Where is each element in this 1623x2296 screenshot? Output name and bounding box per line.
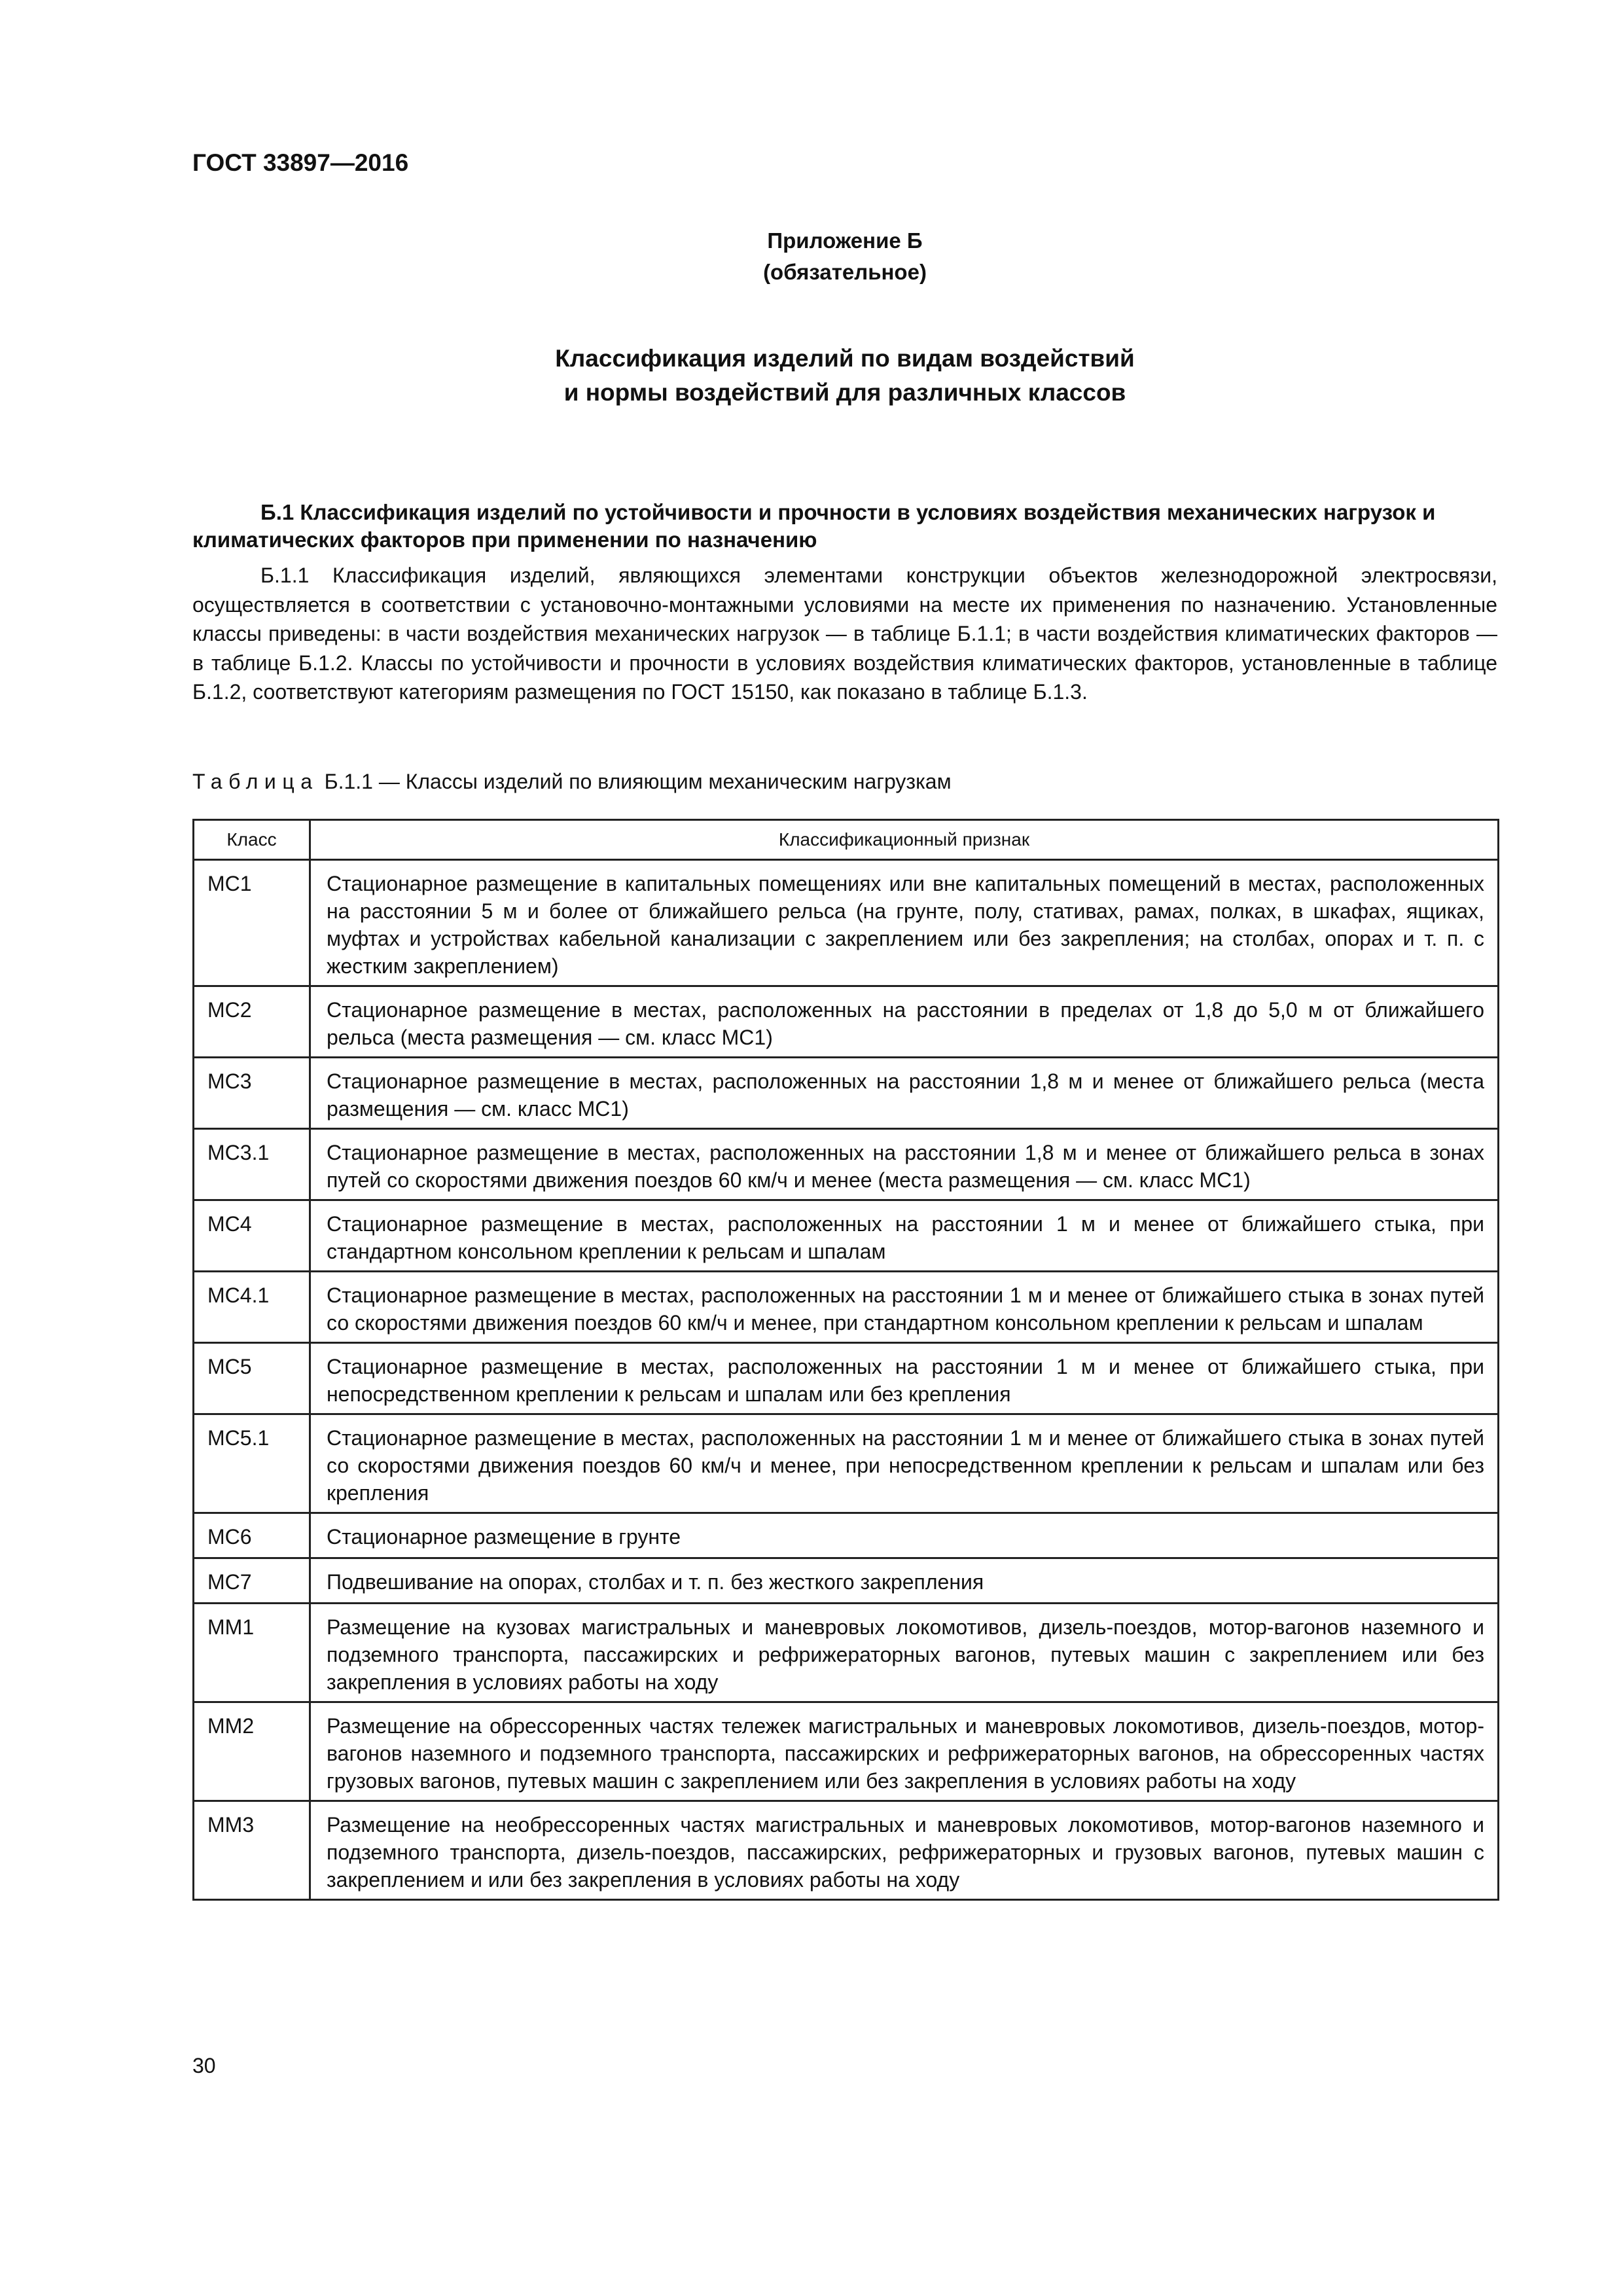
class-cell: МС3: [194, 1058, 310, 1129]
appendix-status: (обязательное): [763, 260, 927, 284]
table-row: [194, 1513, 1499, 1558]
feature-cell: Размещение на обрессоренных частях тележек магистральных и маневровых локомотивов, дизель-поездов, мотор-вагонов наземного и подземного транспорта, пассажирских и рефрижераторных вагонов, на обрессоренных частях грузовых вагонов, путевых машин с закреплением или без закрепления в условиях работы на ходу: [310, 1702, 1499, 1801]
class-cell: ММ1: [194, 1604, 310, 1702]
table-row: [194, 1414, 1499, 1513]
class-cell: МС7: [194, 1558, 310, 1604]
class-cell: МС6: [194, 1513, 310, 1558]
table-row: [194, 1604, 1499, 1702]
column-header-feature: Классификационный признак: [310, 820, 1499, 860]
table-row: [194, 986, 1499, 1058]
feature-cell: Стационарное размещение в капитальных помещениях или вне капитальных помещений в местах, расположенных на расстоянии 5 м и более от ближайшего рельса (на грунте, полу, стативах, рамах, полках, в шкафах, ящиках, муфтах и устройствах кабельной канализации с закреплением или без закрепления; на столбах, опорах и т. п. с жестким закреплением): [310, 860, 1499, 986]
table-row: [194, 1200, 1499, 1272]
table-row: [194, 1343, 1499, 1414]
table-caption-text: Б.1.1 — Классы изделий по влияющим механическим нагрузкам: [324, 770, 952, 793]
feature-cell: Стационарное размещение в местах, расположенных на расстоянии в пределах от 1,8 до 5,0 м от ближайшего рельса (места размещения — см. класс МС1): [310, 986, 1499, 1058]
table-row: [194, 1702, 1499, 1801]
feature-cell: Стационарное размещение в местах, расположенных на расстоянии 1,8 м и менее от ближайшего рельса в зонах путей со скоростями движения поездов 60 км/ч и менее (места размещения — см. класс МС1): [310, 1129, 1499, 1200]
class-cell: МС3.1: [194, 1129, 310, 1200]
appendix-label: [192, 225, 1497, 288]
class-cell: МС4.1: [194, 1272, 310, 1343]
class-cell: МС1: [194, 860, 310, 986]
table-row: [194, 1801, 1499, 1900]
table-row: [194, 1058, 1499, 1129]
class-cell: МС5: [194, 1343, 310, 1414]
feature-cell: Стационарное размещение в местах, расположенных на расстоянии 1 м и менее от ближайшего стыка в зонах путей со скоростями движения поездов 60 км/ч и менее, при непосредственном креплении к рельсам и шпалам или без крепления: [310, 1414, 1499, 1513]
classes-table-container: [192, 819, 1497, 1901]
feature-cell: Стационарное размещение в местах, расположенных на расстоянии 1,8 м и менее от ближайшего рельса (места размещения — см. класс МС1): [310, 1058, 1499, 1129]
table-header-row: [194, 820, 1499, 860]
feature-cell: Стационарное размещение в грунте: [310, 1513, 1499, 1558]
document-code: ГОСТ 33897—2016: [192, 149, 409, 176]
class-cell: МС4: [194, 1200, 310, 1272]
feature-cell: Стационарное размещение в местах, расположенных на расстоянии 1 м и менее от ближайшего стыка, при непосредственном креплении к рельсам и шпалам или без крепления: [310, 1343, 1499, 1414]
class-cell: ММ3: [194, 1801, 310, 1900]
section-heading: Б.1 Классификация изделий по устойчивости и прочности в условиях воздействия механических нагрузок и климатических факторов при применении по назначению: [192, 500, 1436, 552]
class-cell: МС2: [194, 986, 310, 1058]
table-caption-label: Таблица: [192, 770, 319, 793]
page-title-line-1: Классификация изделий по видам воздействий: [555, 345, 1135, 372]
appendix-title: Приложение Б: [767, 228, 923, 253]
class-cell: МС5.1: [194, 1414, 310, 1513]
table-row: [194, 1272, 1499, 1343]
table-row: [194, 860, 1499, 986]
feature-cell: Стационарное размещение в местах, расположенных на расстоянии 1 м и менее от ближайшего стыка в зонах путей со скоростями движения поездов 60 км/ч и менее, при стандартном консольном креплении к рельсам и шпалам: [310, 1272, 1499, 1343]
feature-cell: Стационарное размещение в местах, расположенных на расстоянии 1 м и менее от ближайшего стыка, при стандартном консольном креплении к рельсам и шпалам: [310, 1200, 1499, 1272]
feature-cell: Подвешивание на опорах, столбах и т. п. без жесткого закрепления: [310, 1558, 1499, 1604]
feature-cell: Размещение на кузовах магистральных и маневровых локомотивов, дизель-поездов, мотор-вагонов наземного и подземного транспорта, пассажирских и рефрижераторных вагонов, путевых машин с закреплением или без закрепления в условиях работы на ходу: [310, 1604, 1499, 1702]
page-number: 30: [192, 2054, 216, 2077]
class-cell: ММ2: [194, 1702, 310, 1801]
page-title-line-2: и нормы воздействий для различных классов: [563, 379, 1126, 406]
table-caption: [192, 770, 952, 794]
page-title: [192, 342, 1497, 410]
table-row: [194, 1129, 1499, 1200]
feature-cell: Размещение на необрессоренных частях магистральных и маневровых локомотивов, мотор-вагонов наземного и подземного транспорта, дизель-поездов, пассажирских, рефрижераторных и грузовых вагонов, путевых машин с закреплением и или без закрепления в условиях работы на ходу: [310, 1801, 1499, 1900]
column-header-class: Класс: [194, 820, 310, 860]
classes-table: [192, 819, 1499, 1901]
section-paragraph: Б.1.1 Классификация изделий, являющихся элементами конструкции объектов железнодорожной электросвязи, осуществляется в соответствии с установочно-монтажными условиями на месте их применения по назначению. Установленные классы приведены: в части воздействия механических нагрузок — в таблице Б.1.1; в части воздействия климатических факторов — в таблице Б.1.2. Классы по устойчивости и прочности в условиях воздействия климатических факторов, установленные в таблице Б.1.2, соответствуют категориям размещения по ГОСТ 15150, как показано в таблице Б.1.3.: [192, 564, 1497, 704]
table-row: [194, 1558, 1499, 1604]
